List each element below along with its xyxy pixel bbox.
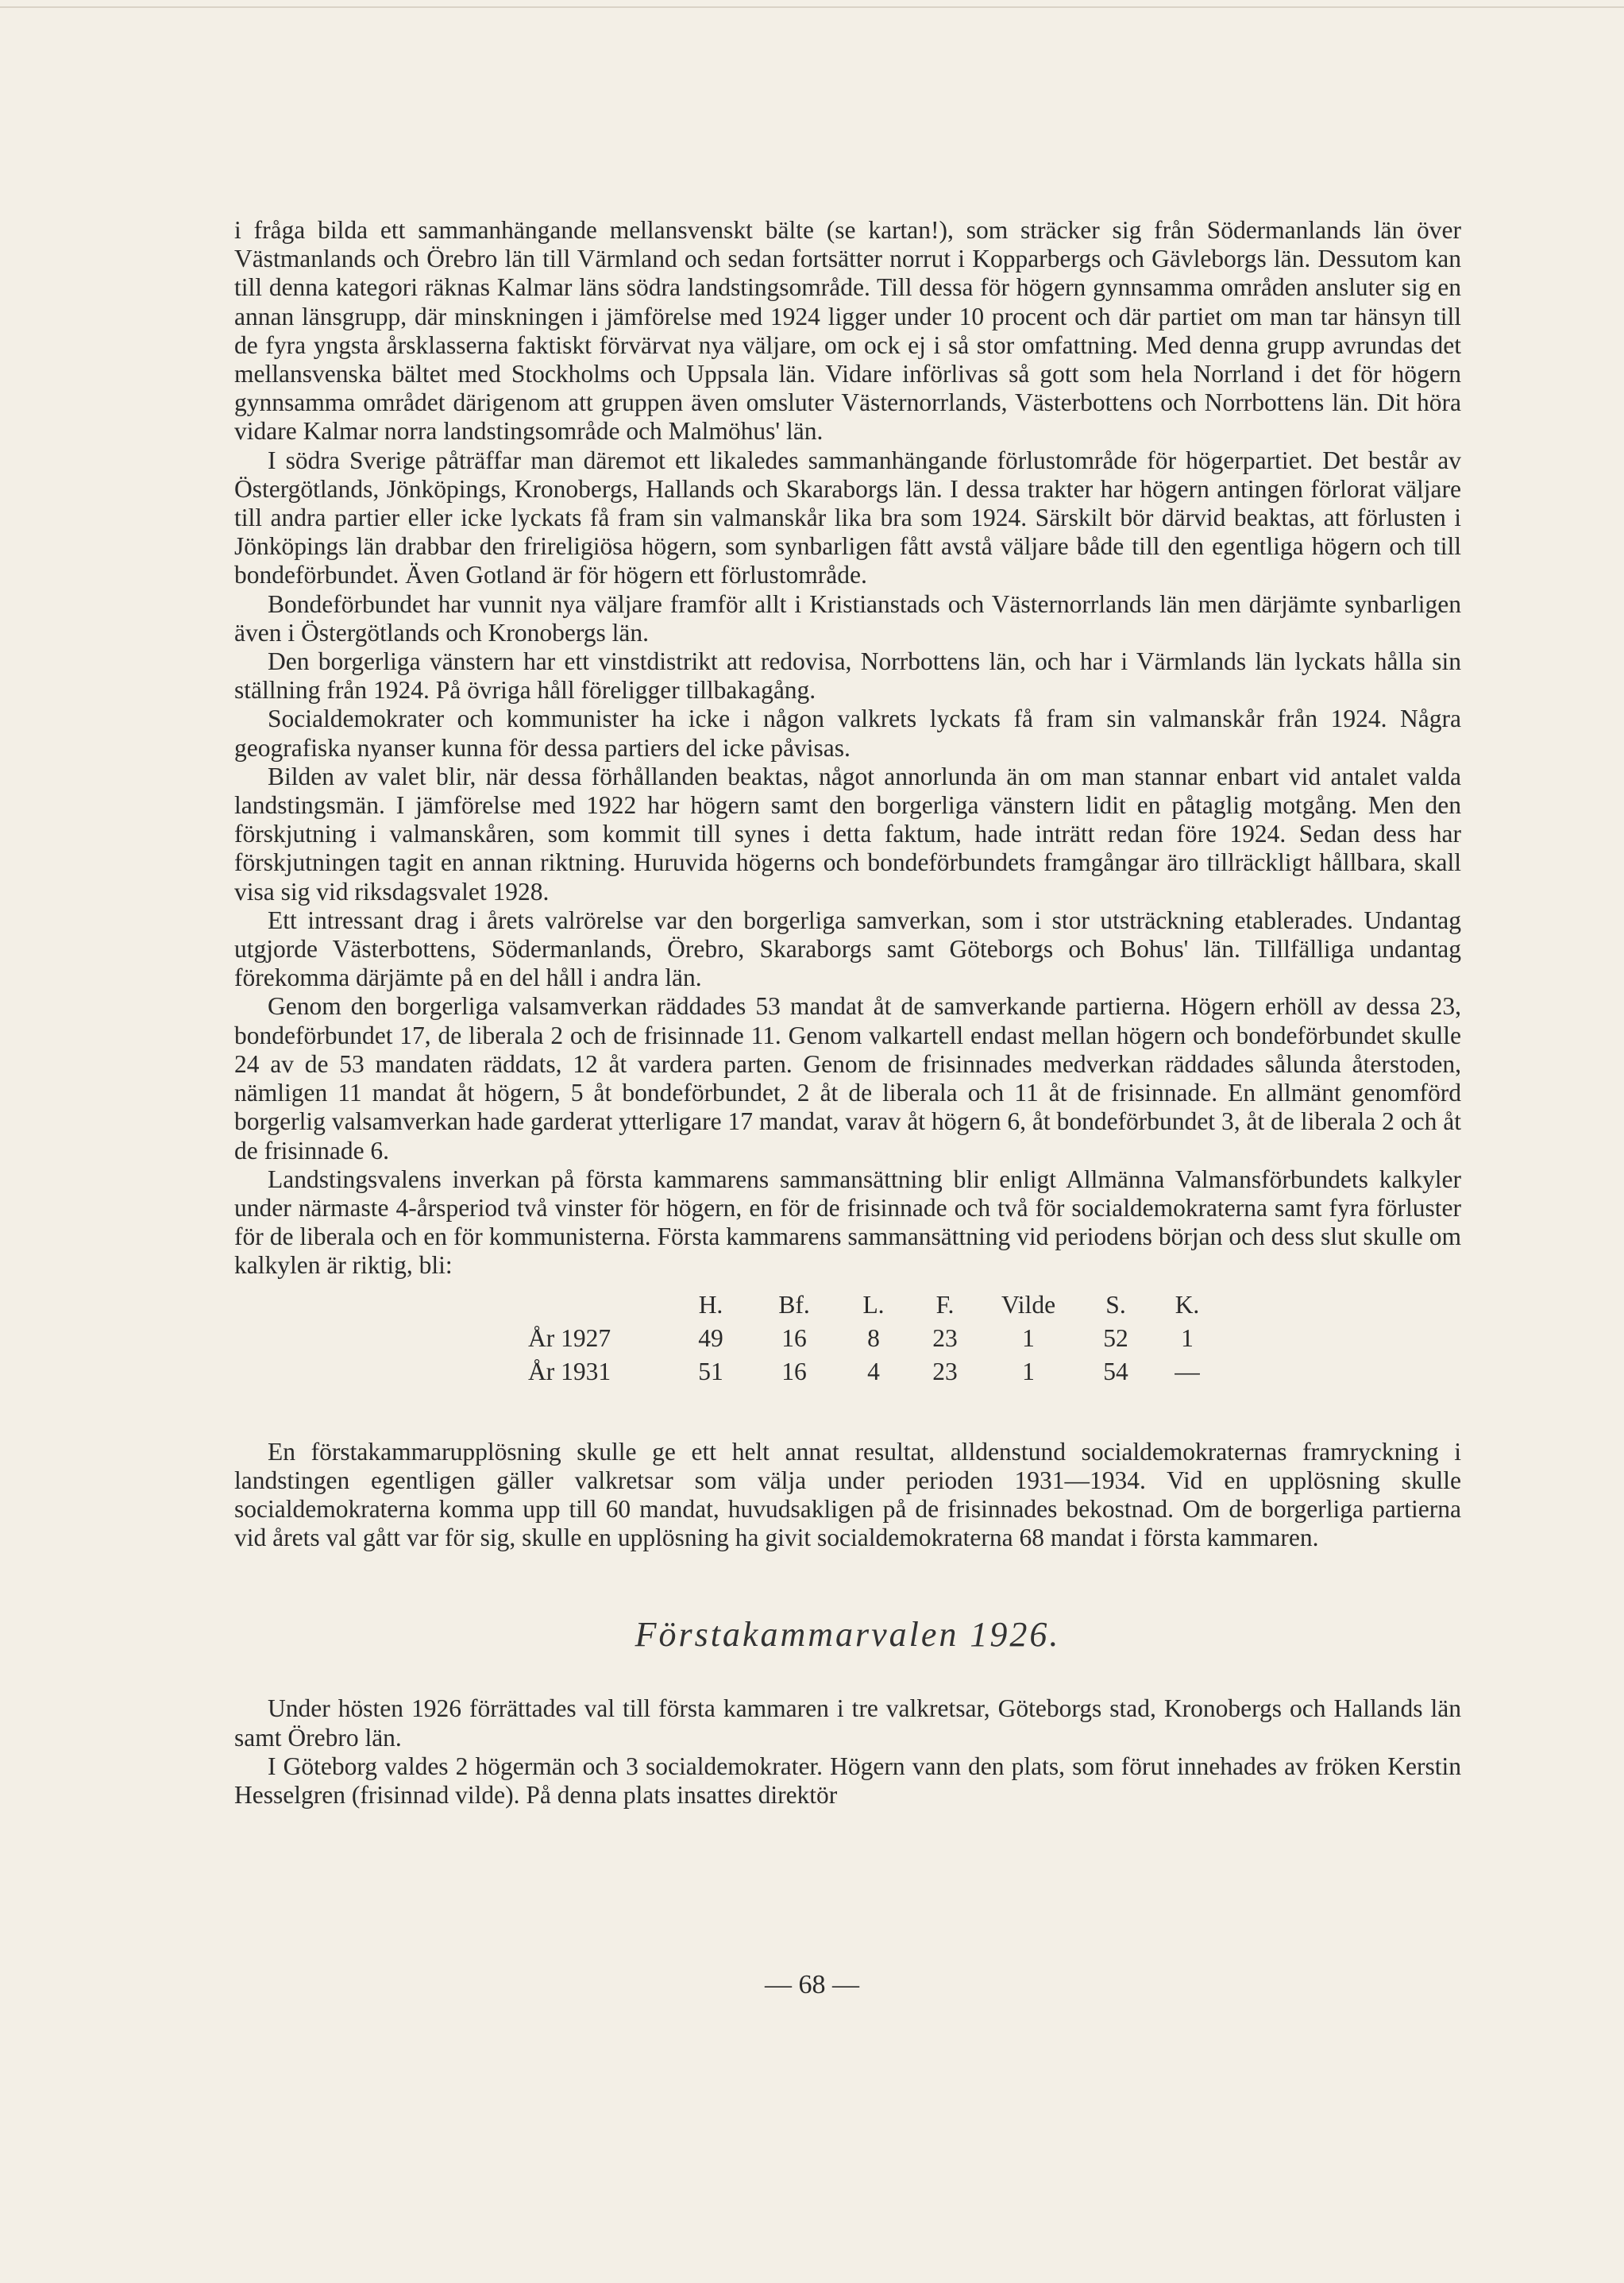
paragraph: Ett intressant drag i årets valrörelse var den borgerliga samverkan, som i stor utsträckning etablerades. Undantag utgjorde Västerbottens, Södermanlands, Örebro, Skaraborgs samt Göteborgs och Bohus' län. Tillfälliga undantag förekomma därjämte på en del håll i andra län. bbox=[234, 906, 1461, 992]
paragraph: Bilden av valet blir, när dessa förhållanden beaktas, något annorlunda än om man stannar enbart vid antalet valda landstingsmän. I jämförelse med 1922 har högern samt den borgerliga vänstern lidit en påtaglig motgång. Men den förskjutning i valmanskåren, som kommit till synes i detta faktum, hade inträtt redan före 1924. Sedan dess har förskjutningen tagit en annan riktning. Huruvida högerns och bondeförbundets framgångar äro tillräckligt hållbara, skall visa sig vid riksdagsvalet 1928. bbox=[234, 762, 1461, 906]
table-header-cell: L. bbox=[862, 1290, 885, 1319]
paragraph: I södra Sverige påträffar man däremot ett likaledes sammanhängande förlustområde för högerpartiet. Det består av Östergötlands, Jönköpings, Kronobergs, Hallands och Skaraborgs län. I dessa trakter har högern antingen förlorat väljare till andra partier eller icke lyckats få fram sin valmanskår lika bra som 1924. Särskilt bör därvid beaktas, att förlusten i Jönköpings län drabbar den frireligiösa högern, som synbarligen fått avstå väljare både till den egentliga högern och till bondeförbundet. Även Gotland är för högern ett förlustområde. bbox=[234, 446, 1461, 589]
table-cell: 4 bbox=[867, 1357, 880, 1385]
paragraph: Under hösten 1926 förrättades val till första kammaren i tre valkretsar, Göteborgs stad, Kronobergs och Hallands län samt Örebro län. bbox=[234, 1694, 1461, 1752]
table-cell: 51 bbox=[698, 1357, 723, 1385]
paragraph: Bondeförbundet har vunnit nya väljare framför allt i Kristianstads och Västernorrlands län men därjämte synbarligen även i Östergötlands och Kronobergs län. bbox=[234, 589, 1461, 647]
table-cell: — bbox=[1175, 1357, 1200, 1385]
table-cell: 1 bbox=[1022, 1323, 1035, 1352]
table-row-label: År 1931 bbox=[528, 1357, 611, 1385]
table-cell: 23 bbox=[932, 1323, 958, 1352]
table-cell: 52 bbox=[1103, 1323, 1128, 1352]
table-cell: 16 bbox=[781, 1323, 807, 1352]
table-header-cell: H. bbox=[698, 1290, 723, 1319]
table-header-row bbox=[528, 1288, 1219, 1322]
table-cell: 49 bbox=[698, 1323, 723, 1352]
table-header-cell: Bf. bbox=[778, 1290, 810, 1319]
table-header-cell: Vilde bbox=[1001, 1290, 1056, 1319]
table-header-cell: S. bbox=[1105, 1290, 1126, 1319]
table-header-cell bbox=[528, 1288, 671, 1322]
table-row bbox=[528, 1322, 1219, 1355]
table-cell: 54 bbox=[1103, 1357, 1128, 1385]
top-edge-line bbox=[0, 6, 1624, 8]
table-header-cell: F. bbox=[935, 1290, 955, 1319]
paragraph: Genom den borgerliga valsamverkan räddades 53 mandat åt de samverkande partierna. Högern erhöll av dessa 23, bondeförbundet 17, de liberala 2 och de frisinnade 11. Genom valkartell endast mellan högern och bondeförbundet skulle 24 av de 53 mandaten räddats, 12 åt vardera parten. Genom de frisinnades medverkan räddades sålunda återstoden, nämligen 11 mandat åt högern, 5 åt bondeförbundet, 2 åt de liberala och 11 åt de frisinnade. En allmänt genomförd borgerlig valsamverkan hade garderat ytterligare 17 mandat, varav åt högern 6, åt bondeförbundet 3, åt de liberala 2 och åt de frisinnade 6. bbox=[234, 992, 1461, 1165]
spacer bbox=[234, 1389, 1461, 1438]
paragraph: I Göteborg valdes 2 högermän och 3 socialdemokrater. Högern vann den plats, som förut innehades av fröken Kerstin Hesselgren (frisinnad vilde). På denna plats insattes direktör bbox=[234, 1752, 1461, 1809]
page-body bbox=[234, 216, 1461, 1810]
table-cell: 23 bbox=[932, 1357, 958, 1385]
paragraph: Den borgerliga vänstern har ett vinstdistrikt att redovisa, Norrbottens län, och har i Värmlands län lyckats hålla sin ställning från 1924. På övriga håll föreligger tillbakagång. bbox=[234, 647, 1461, 705]
paragraph: Landstingsvalens inverkan på första kammarens sammansättning blir enligt Allmänna Valmansförbundets kalkyler under närmaste 4-årsperiod två vinster för högern, en för de frisinnade och två för socialdemokraterna samt fyra förluster för de liberala och en för kommunisterna. Första kammarens sammansättning vid periodens början och dess slut skulle om kalkylen är riktig, bli: bbox=[234, 1165, 1461, 1280]
paragraph: En förstakammarupplösning skulle ge ett helt annat resultat, alldenstund socialdemokraternas framryckning i landstingen egentligen gäller valkretsar som välja under perioden 1931—1934. Vid en upplösning skulle socialdemokraterna komma upp till 60 mandat, huvudsakligen på de frisinnades bekostnad. Om de borgerliga partierna vid årets val gått var för sig, skulle en upplösning ha givit socialdemokraterna 68 mandat i första kammaren. bbox=[234, 1437, 1461, 1552]
page-number: — 68 — bbox=[765, 1970, 859, 1999]
paragraph: i fråga bilda ett sammanhängande mellansvenskt bälte (se kartan!), som sträcker sig från Södermanlands län över Västmanlands och Örebro län till Värmland och sedan fortsätter norrut i Kopparbergs och Gävleborgs län. Dessutom kan till denna kategori räknas Kalmar läns södra landstingsområde. Till dessa för högern gynnsamma områden ansluter sig en annan länsgrupp, där minskningen i jämförelse med 1924 ligger under 10 procent och där partiet om man tar hänsyn till de fyra yngsta årsklasserna faktiskt förvärvat nya väljare, om ock ej i så stor omfattning. Med denna grupp avrundas det mellansvenska bältet med Stockholms och Uppsala län. Vidare införlivas så gott som hela Norrland i det för högern gynnsamma området därigenom att gruppen även omsluter Västernorrlands, Västerbottens och Norrbottens län. Dit höra vidare Kalmar norra landstingsområde och Malmöhus' län. bbox=[234, 216, 1461, 446]
table-cell: 8 bbox=[867, 1323, 880, 1352]
table-cell: 1 bbox=[1181, 1323, 1194, 1352]
table-row-label: År 1927 bbox=[528, 1323, 611, 1352]
table-cell: 1 bbox=[1022, 1357, 1035, 1385]
table-row bbox=[528, 1355, 1219, 1389]
chamber-composition-table bbox=[528, 1288, 1219, 1389]
section-heading: Förstakammarvalen 1926. bbox=[635, 1615, 1061, 1655]
table-header-cell: K. bbox=[1175, 1290, 1200, 1319]
table-cell: 16 bbox=[781, 1357, 807, 1385]
paragraph: Socialdemokrater och kommunister ha icke i någon valkrets lyckats få fram sin valmanskår från 1924. Några geografiska nyanser kunna för dessa partiers del icke påvisas. bbox=[234, 705, 1461, 762]
